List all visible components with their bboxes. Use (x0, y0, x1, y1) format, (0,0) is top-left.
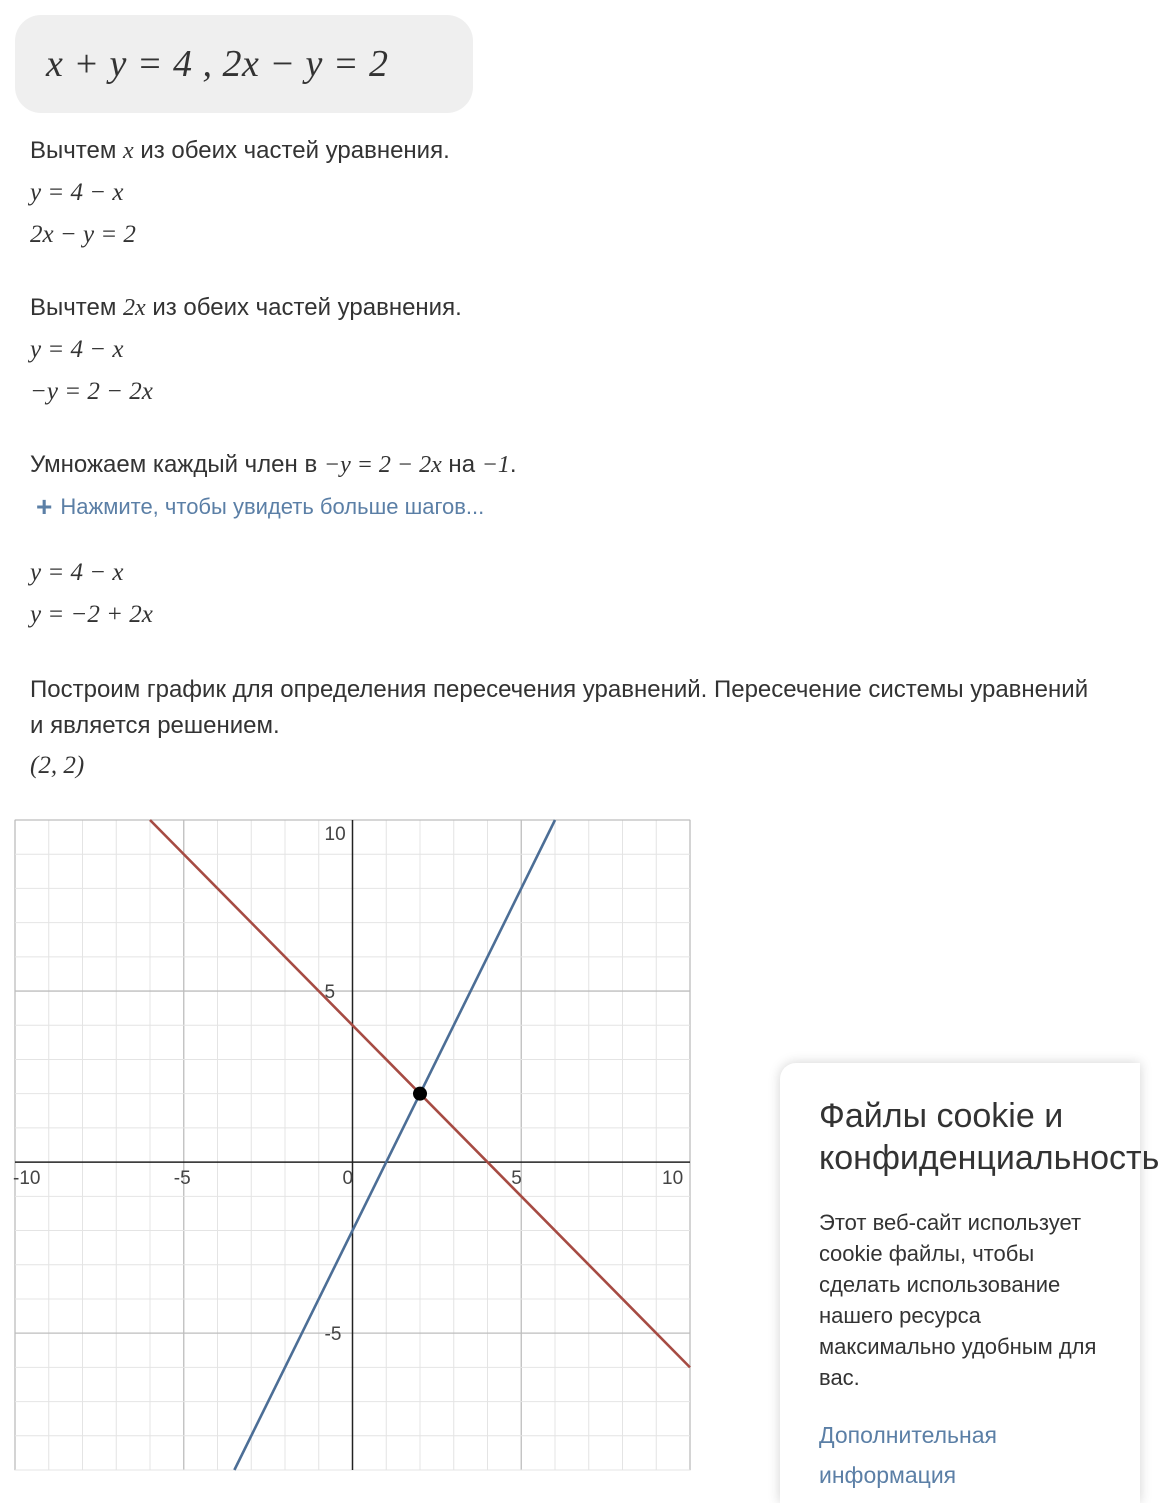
step-2-text: Вычтем 2x из обеих частей уравнения. (30, 294, 462, 321)
cookie-banner (780, 1063, 1159, 1503)
cookie-text: Этот веб-сайт использует cookie файлы, чтобы сделать использование нашего ресурса максимально удобным для вас. (819, 1210, 1097, 1390)
query-text: x + y = 4 , 2x − y = 2 (46, 43, 389, 85)
equation: 2x − y = 2 (30, 221, 136, 248)
x-tick-label: 5 (511, 1168, 522, 1190)
step-3-text: Умножаем каждый член в −y = 2 − 2x на −1. (30, 451, 517, 478)
equation: y = 4 − x (30, 179, 124, 206)
cookie-title: Файлы cookie и конфиденциальность (819, 1097, 1159, 1177)
query-box[interactable] (15, 15, 473, 113)
cookie-more-info-link[interactable]: Дополнительная информация (819, 1422, 997, 1488)
y-tick-label: -5 (324, 1324, 342, 1346)
plus-icon: + (36, 491, 53, 522)
x-tick-label: 10 (662, 1168, 684, 1190)
step-1-text: Вычтем x из обеих частей уравнения. (30, 137, 450, 164)
y-tick-label: 10 (324, 824, 346, 845)
explanation-paragraph: Построим график для определения пересечения уравнений. Пересечение системы уравнений и является решением. (30, 676, 1089, 739)
equation: y = −2 + 2x (30, 601, 153, 628)
y-tick-label: 5 (324, 982, 336, 1004)
equation: y = 4 − x (30, 336, 124, 363)
equation: y = 4 − x (30, 559, 124, 586)
intersection-point (413, 1087, 427, 1101)
x-tick-label: -5 (173, 1168, 191, 1190)
graph (15, 820, 690, 1470)
equation: −y = 2 − 2x (30, 378, 153, 405)
show-more-steps-link[interactable] (36, 493, 484, 521)
x-tick-label: 0 (342, 1168, 354, 1190)
x-tick-label: -10 (13, 1168, 41, 1190)
solution-point: (2, 2) (30, 752, 85, 779)
show-more-label: Нажмите, чтобы увидеть больше шагов... (60, 494, 485, 519)
